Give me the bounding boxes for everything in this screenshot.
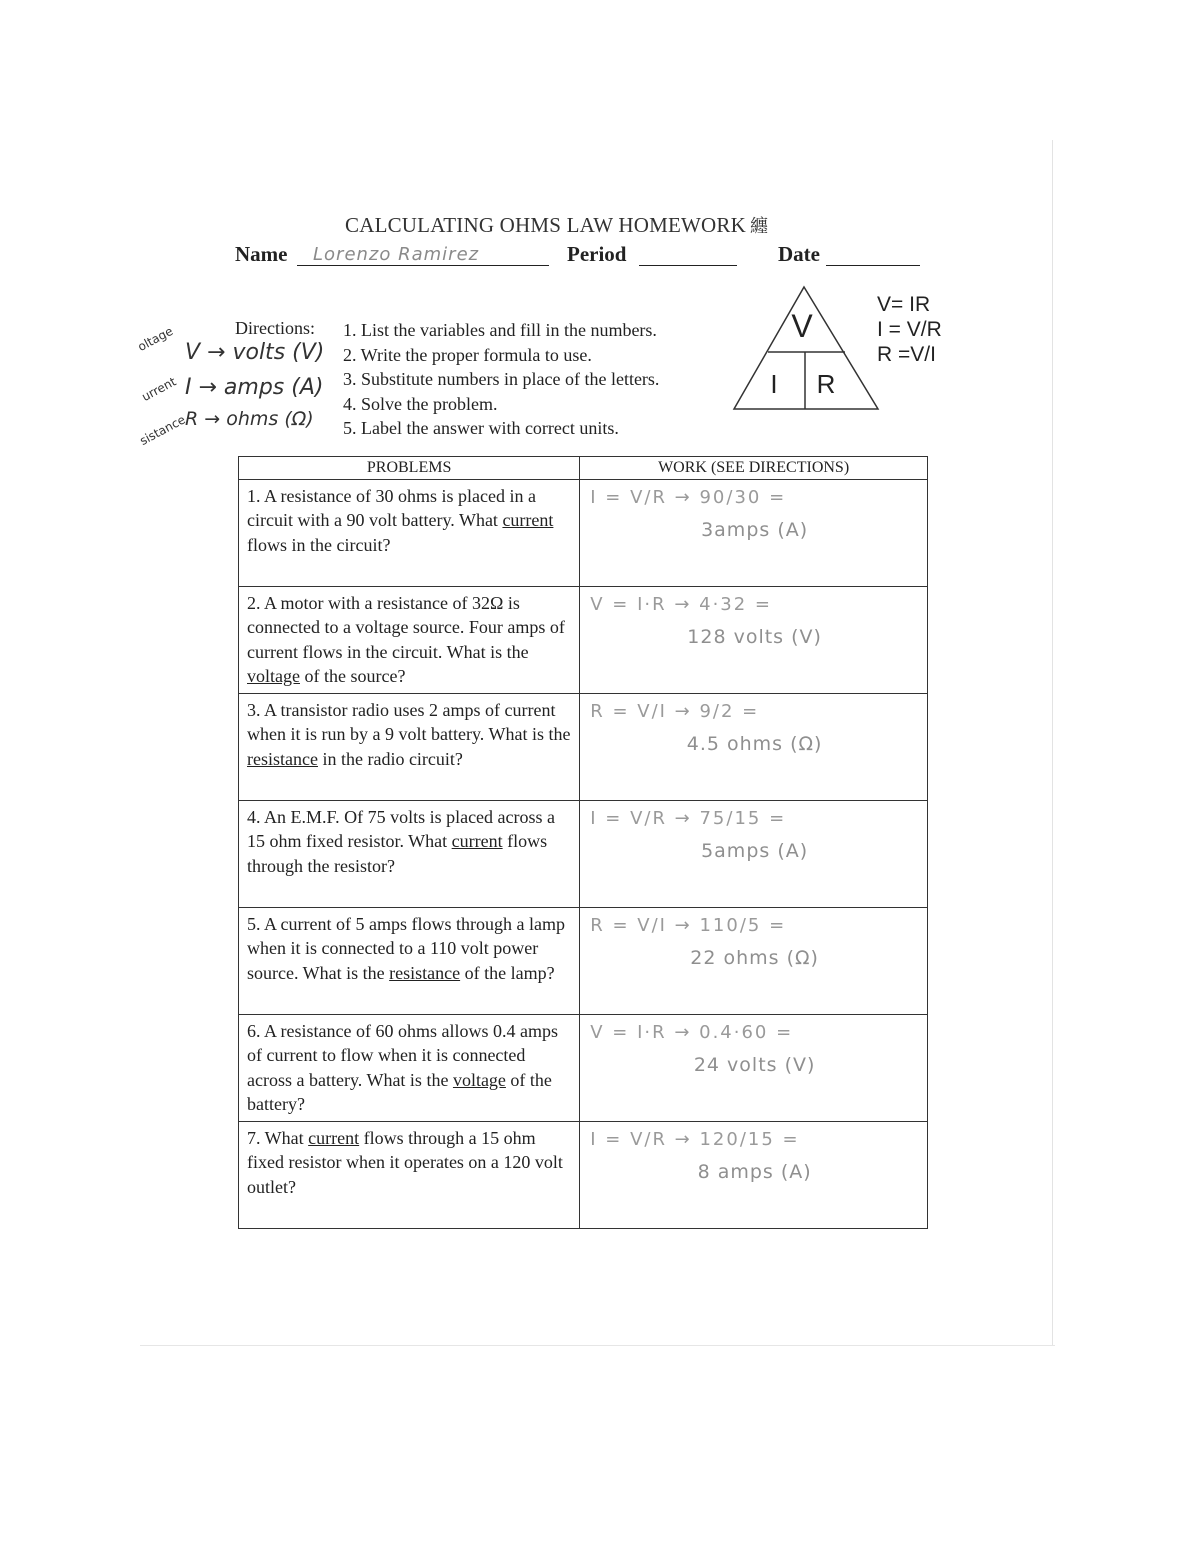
directions-list — [343, 318, 659, 441]
work-cell[interactable] — [580, 1122, 928, 1229]
work-answer: 5amps (A) — [701, 840, 809, 863]
problem-text: 3. A transistor radio uses 2 amps of current when it is run by a 9 volt battery. What is the resistance in the radio circuit? — [239, 694, 580, 801]
work-answer: 22 ohms (Ω) — [690, 947, 819, 970]
work-formula: V = I·R → 4·32 = — [590, 594, 773, 615]
formula-i: I = V/R — [877, 318, 942, 341]
table-row — [239, 1122, 928, 1229]
direction-step: 2. Write the proper formula to use. — [343, 344, 592, 365]
table-row — [239, 908, 928, 1015]
table-row — [239, 1015, 928, 1122]
work-cell[interactable] — [580, 1015, 928, 1122]
work-formula: V = I·R → 0.4·60 = — [590, 1022, 794, 1043]
table-row — [239, 480, 928, 587]
work-answer: 8 amps (A) — [697, 1161, 812, 1184]
problem-text: 1. A resistance of 30 ohms is placed in a circuit with a 90 volt battery. What current flows in the circuit? — [239, 480, 580, 587]
formula-v: V= IR — [877, 293, 931, 316]
header-fields — [235, 242, 935, 274]
work-answer: 128 volts (V) — [687, 626, 822, 649]
page-edge — [1052, 140, 1053, 1345]
margin-note-v: V → volts (V) — [185, 340, 325, 365]
work-formula: I = V/R → 90/30 = — [590, 487, 787, 508]
work-cell[interactable] — [580, 694, 928, 801]
date-field[interactable] — [826, 265, 920, 266]
ohms-law-triangle — [730, 285, 882, 413]
period-field[interactable] — [639, 265, 737, 266]
work-cell[interactable] — [580, 908, 928, 1015]
direction-step: 3. Substitute numbers in place of the letters. — [343, 369, 660, 389]
table-row — [239, 801, 928, 908]
work-cell[interactable] — [580, 480, 928, 587]
direction-step: 4. Solve the problem. — [343, 393, 498, 414]
work-formula: R = V/I → 9/2 = — [590, 701, 760, 722]
margin-note-r: R → ohms (Ω) — [185, 408, 314, 430]
triangle-v-label: V — [791, 308, 813, 344]
triangle-r-label: R — [816, 369, 836, 399]
page-title: CALCULATING OHMS LAW HOMEWORK 纏 — [345, 213, 769, 237]
name-label: Name — [235, 242, 288, 266]
margin-note-i: I → amps (A) — [185, 375, 324, 400]
name-value: Lorenzo Ramirez — [313, 244, 480, 265]
page-edge — [140, 1345, 1055, 1346]
table-row — [239, 587, 928, 694]
work-cell[interactable] — [580, 587, 928, 694]
work-cell[interactable] — [580, 801, 928, 908]
margin-note-voltage-word: oltage — [135, 323, 176, 354]
problems-table — [238, 456, 928, 1229]
direction-step: 1. List the variables and fill in the numbers. — [343, 320, 657, 340]
directions-label: Directions: — [235, 318, 315, 338]
work-answer: 3amps (A) — [701, 519, 809, 542]
column-header-problems: PROBLEMS — [239, 457, 580, 480]
problem-text: 7. What current flows through a 15 ohm fixed resistor when it operates on a 120 volt outlet? — [239, 1122, 580, 1229]
margin-note-resistance-word: sistance — [137, 412, 188, 448]
problem-text: 4. An E.M.F. Of 75 volts is placed across a 15 ohm fixed resistor. What current flows through the resistor? — [239, 801, 580, 908]
triangle-i-label: I — [770, 369, 778, 399]
formula-list — [877, 292, 942, 367]
table-row — [239, 694, 928, 801]
name-field[interactable] — [297, 244, 549, 266]
work-answer: 24 volts (V) — [693, 1054, 816, 1077]
work-formula: R = V/I → 110/5 = — [590, 915, 787, 936]
problem-text: 2. A motor with a resistance of 32Ω is connected to a voltage source. Four amps of current flows in the circuit. What is the voltage of the source? — [239, 587, 580, 694]
work-formula: I = V/R → 120/15 = — [590, 1129, 800, 1150]
column-header-work: WORK (SEE DIRECTIONS) — [580, 457, 928, 480]
work-formula: I = V/R → 75/15 = — [590, 808, 787, 829]
title-mark: 纏 — [749, 216, 769, 236]
work-answer: 4.5 ohms (Ω) — [686, 733, 823, 756]
formula-r: R =V/I — [877, 343, 936, 366]
margin-note-current-word: urrent — [139, 374, 179, 404]
direction-step: 5. Label the answer with correct units. — [343, 418, 619, 438]
period-label: Period — [567, 242, 627, 266]
date-label: Date — [778, 242, 820, 266]
problem-text: 5. A current of 5 amps flows through a lamp when it is connected to a 110 volt power source. What is the resistance of the lamp? — [239, 908, 580, 1015]
problem-text: 6. A resistance of 60 ohms allows 0.4 amps of current to flow when it is connected across a battery. What is the voltage of the battery? — [239, 1015, 580, 1122]
